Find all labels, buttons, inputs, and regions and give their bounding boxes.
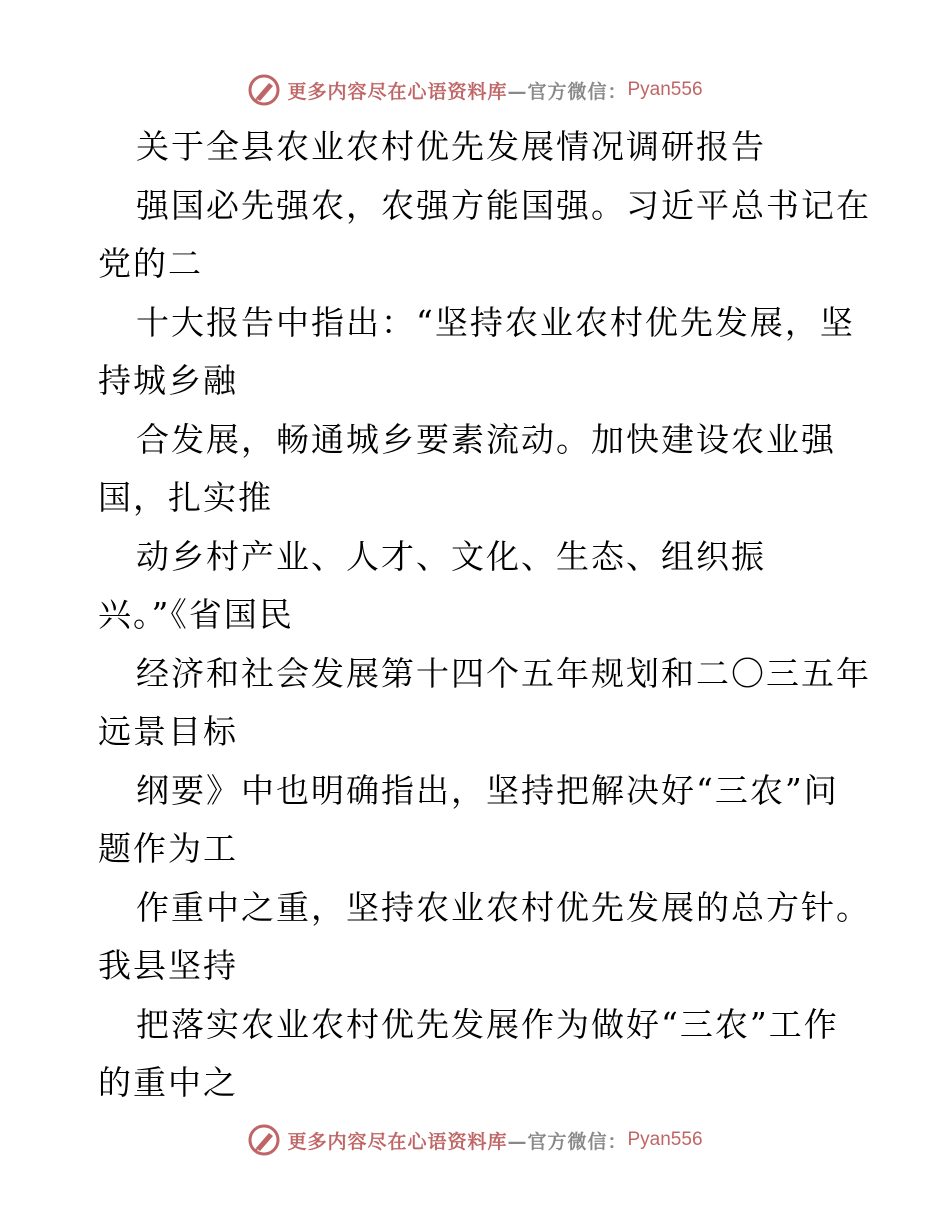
text-line: 兴。”《省国民 bbox=[98, 595, 294, 634]
watermark-brand: 更多内容尽在心语资料库 bbox=[287, 1130, 508, 1153]
text-line: 十大报告中指出：“坚持农业农村优先发展，坚 bbox=[136, 302, 855, 342]
document-body bbox=[98, 118, 871, 1113]
watermark-mid: —官方微信： bbox=[507, 80, 628, 103]
text-line: 经济和社会发展第十四个五年规划和二〇三五年 bbox=[136, 653, 871, 693]
pen-logo-icon bbox=[247, 73, 281, 107]
watermark-mid: —官方微信： bbox=[507, 1130, 628, 1153]
watermark-account: Pyan556 bbox=[627, 79, 703, 100]
text-line: 题作为工 bbox=[98, 829, 238, 868]
text-line: 的重中之 bbox=[98, 1063, 238, 1102]
text-line: 持城乡融 bbox=[98, 361, 238, 400]
text-line: 合发展，畅通城乡要素流动。加快建设农业强 bbox=[136, 419, 836, 459]
document-title: 关于全县农业农村优先发展情况调研报告 bbox=[136, 127, 766, 166]
text-line: 纲要》中也明确指出，坚持把解决好“三农”问 bbox=[136, 770, 839, 810]
text-line: 党的二 bbox=[98, 244, 203, 283]
footer-watermark bbox=[0, 1120, 950, 1160]
text-line: 动乡村产业、人才、文化、生态、组织振 bbox=[136, 536, 766, 576]
text-line: 远景目标 bbox=[98, 712, 238, 751]
watermark-brand: 更多内容尽在心语资料库 bbox=[287, 80, 508, 103]
watermark-account: Pyan556 bbox=[627, 1129, 703, 1150]
text-line: 我县坚持 bbox=[98, 946, 238, 985]
text-line: 把落实农业农村优先发展作为做好“三农”工作 bbox=[136, 1004, 839, 1044]
text-line: 作重中之重，坚持农业农村优先发展的总方针。 bbox=[136, 887, 871, 927]
text-line: 强国必先强农，农强方能国强。习近平总书记在 bbox=[136, 185, 871, 225]
pen-logo-icon bbox=[247, 1123, 281, 1157]
header-watermark bbox=[0, 70, 950, 110]
text-line: 国，扎实推 bbox=[98, 478, 273, 517]
